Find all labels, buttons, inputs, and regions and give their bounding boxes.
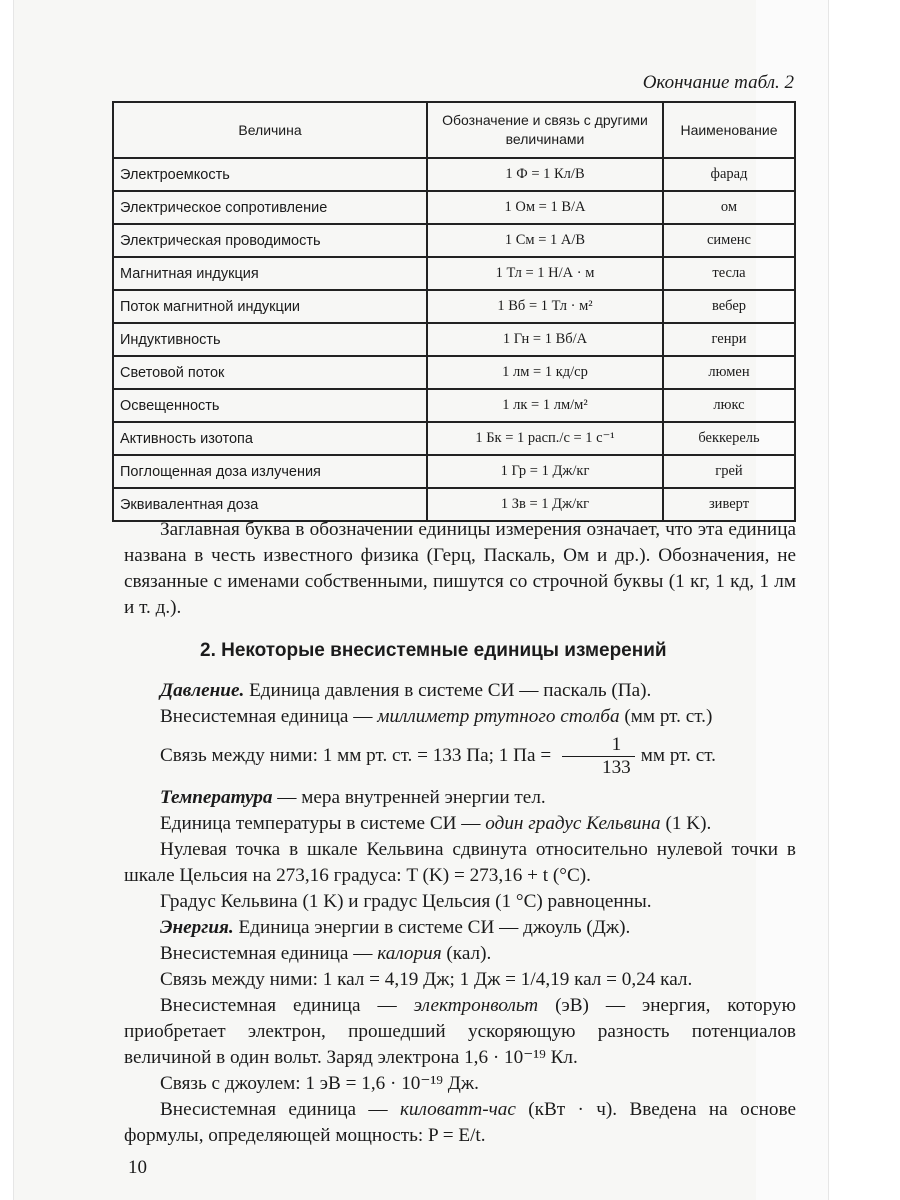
unit-name-cell: зиверт [663, 488, 795, 521]
unit-name-cell: фарад [663, 158, 795, 191]
joule-relation: Связь с джоулем: 1 эВ = 1,6 · 10⁻¹⁹ Дж. [160, 1073, 479, 1094]
formula-cell: 1 лм = 1 кд/ср [427, 356, 663, 389]
formula-cell: 1 лк = 1 лм/м² [427, 389, 663, 422]
unit-name-cell: ом [663, 191, 795, 224]
pressure-relation: Связь между ними: 1 мм рт. ст. = 133 Па; 1 Па = $\frac{1}{133}$ мм рт. ст. [160, 734, 716, 778]
unit-name-cell: люкс [663, 389, 795, 422]
electronvolt-paragraph: Внесистемная единица — электронвольт (эВ) — энергия, которую приобретает электрон, прошедший ускоряющую разность потенциалов величиной в один вольт. Заряд электрона 1,6 · 10⁻¹⁹ Кл. [124, 995, 796, 1068]
quantity-cell: Электрическое сопротивление [113, 191, 427, 224]
unit-name-cell: тесла [663, 257, 795, 290]
quantity-cell: Электроемкость [113, 158, 427, 191]
formula-cell: 1 Гн = 1 Вб/А [427, 323, 663, 356]
column-header: Наименование [663, 102, 795, 158]
calorie-paragraph: Внесистемная единица — калория (кал). [160, 943, 492, 964]
table-header-row [113, 102, 795, 158]
quantity-cell: Эквивалентная доза [113, 488, 427, 521]
quantity-cell: Индуктивность [113, 323, 427, 356]
quantity-cell: Освещенность [113, 389, 427, 422]
formula-cell: 1 Зв = 1 Дж/кг [427, 488, 663, 521]
table-row [113, 290, 795, 323]
formula-cell: 1 Ом = 1 В/А [427, 191, 663, 224]
page-number: 10 [128, 1157, 147, 1178]
table-row [113, 158, 795, 191]
unit-name-cell: люмен [663, 356, 795, 389]
table-row [113, 257, 795, 290]
formula-cell: 1 См = 1 А/В [427, 224, 663, 257]
table-continuation-label: Окончание табл. 2 [642, 72, 794, 93]
formula-cell: 1 Гр = 1 Дж/кг [427, 455, 663, 488]
column-header: Обозначение и связь с другими величинами [427, 102, 663, 158]
energy-paragraph: Энергия. Единица энергии в системе СИ — джоуль (Дж). [160, 917, 631, 938]
fraction: $\frac{1}{133}$ [562, 734, 635, 779]
table-row [113, 356, 795, 389]
table-row [113, 455, 795, 488]
quantity-cell: Активность изотопа [113, 422, 427, 455]
quantity-cell: Световой поток [113, 356, 427, 389]
intro-paragraph: Заглавная буква в обозначении единицы измерения означает, что эта единица названа в честь известного физика (Герц, Паскаль, Ом и др.). Обозначения, не связанные с именами собственными, пишутся со строчной буквы (1 кг, 1 кд, 1 лм и т. д.). [124, 519, 796, 618]
temperature-unit-paragraph: Единица температуры в системе СИ — один градус Кельвина (1 K). [160, 813, 712, 834]
formula-cell: 1 Бк = 1 расп./с = 1 с⁻¹ [427, 422, 663, 455]
unit-name-cell: вебер [663, 290, 795, 323]
quantity-cell: Магнитная индукция [113, 257, 427, 290]
kwh-paragraph: Внесистемная единица — киловатт-час (кВт · ч). Введена на основе формулы, определяющей мощность: P = E/t. [124, 1099, 796, 1146]
kelvin-celsius-paragraph: Градус Кельвина (1 K) и градус Цельсия (1 °C) равноценны. [160, 891, 652, 912]
temperature-paragraph: Температура — мера внутренней энергии тел. [160, 787, 546, 808]
formula-cell: 1 Ф = 1 Кл/В [427, 158, 663, 191]
quantity-cell: Электрическая проводимость [113, 224, 427, 257]
kelvin-zero-paragraph: Нулевая точка в шкале Кельвина сдвинута относительно нулевой точки в шкале Цельсия на 273,16 градуса: T (K) = 273,16 + t (°C). [124, 839, 796, 886]
table-row [113, 323, 795, 356]
unit-name-cell: беккерель [663, 422, 795, 455]
table-row [113, 389, 795, 422]
table-row [113, 191, 795, 224]
section-body [124, 678, 796, 1149]
units-table [112, 101, 796, 522]
pressure-paragraph: Давление. Единица давления в системе СИ — паскаль (Па). [160, 680, 652, 701]
calorie-relation: Связь между ними: 1 кал = 4,19 Дж; 1 Дж = 1/4,19 кал = 0,24 кал. [160, 969, 693, 990]
unit-name-cell: генри [663, 323, 795, 356]
quantity-cell: Поглощенная доза излучения [113, 455, 427, 488]
formula-cell: 1 Тл = 1 Н/А · м [427, 257, 663, 290]
section-title: 2. Некоторые внесистемные единицы измерений [200, 640, 667, 661]
unit-name-cell: грей [663, 455, 795, 488]
formula-cell: 1 Вб = 1 Тл · м² [427, 290, 663, 323]
quantity-cell: Поток магнитной индукции [113, 290, 427, 323]
pressure-unit-paragraph: Внесистемная единица — миллиметр ртутного столба (мм рт. ст.) [160, 706, 713, 727]
column-header: Величина [113, 102, 427, 158]
table-row [113, 224, 795, 257]
table-row [113, 422, 795, 455]
unit-name-cell: сименс [663, 224, 795, 257]
